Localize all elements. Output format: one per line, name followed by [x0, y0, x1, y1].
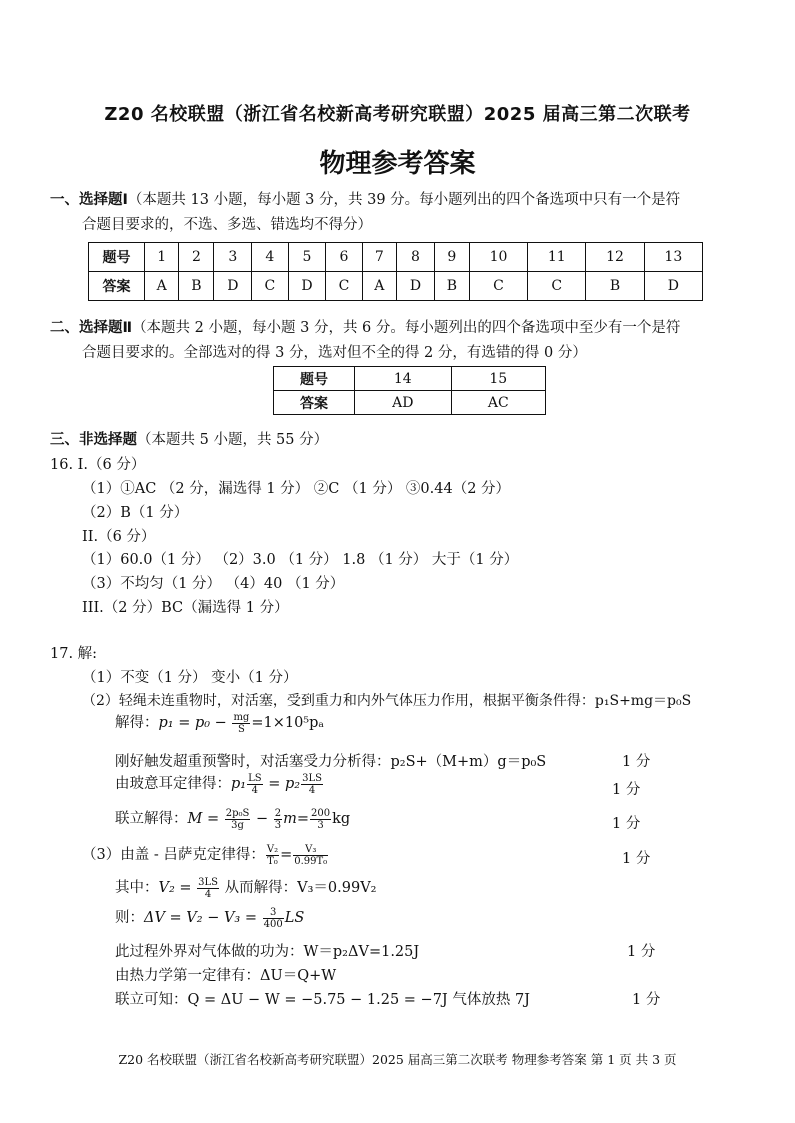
table-row-answers	[274, 391, 546, 415]
numerator: LS	[248, 772, 262, 784]
table-cell: 15	[451, 367, 545, 391]
row-header-answer: 答案	[274, 391, 355, 415]
table-cell: D	[214, 272, 252, 301]
q17-line13: 联立可知：Q = ΔU − W = −5.75 − 1.25 = −7J 气体放热 7J	[115, 992, 530, 1008]
table-row-answers	[89, 272, 703, 301]
q16-line2: （1）①AC （2 分，漏选得 1 分） ②C （1 分） ③0.44（2 分）	[82, 481, 511, 497]
section2-answer-table	[273, 366, 546, 415]
fraction	[274, 808, 282, 831]
table-cell: 10	[469, 243, 527, 272]
fraction	[293, 844, 328, 867]
text: 则：	[115, 910, 144, 926]
fraction	[247, 773, 263, 796]
section1-desc1: （本题共 13 小题，每小题 3 分，共 39 分。每小题列出的四个备选项中只有一个是符	[127, 192, 681, 208]
section1-answer-table	[88, 242, 703, 301]
fraction	[301, 773, 323, 796]
score: 1 分	[612, 782, 641, 798]
q16-line5: （1）60.0（1 分） （2）3.0 （1 分） 1.8 （1 分） 大于（1 分）	[82, 552, 519, 568]
table-row-numbers	[274, 367, 546, 391]
formula: =	[280, 847, 293, 863]
row-header-number: 题号	[89, 243, 145, 272]
denominator: 3	[274, 819, 282, 831]
q17-line2: （1）不变（1 分） 变小（1 分）	[82, 670, 298, 686]
table-cell: 6	[326, 243, 362, 272]
numerator: 200	[311, 807, 331, 819]
formula: LS	[284, 910, 305, 926]
q17-line12: 由热力学第一定律有：ΔU＝Q+W	[115, 968, 337, 984]
row-header-number: 题号	[274, 367, 355, 391]
table-cell: C	[469, 272, 527, 301]
text: 联立解得：	[115, 811, 188, 827]
table-cell: 12	[586, 243, 644, 272]
formula: −	[255, 811, 269, 827]
table-cell: D	[644, 272, 702, 301]
numerator: 2	[274, 807, 282, 819]
q16-line7: III.（2 分）BC（漏选得 1 分）	[82, 600, 289, 616]
table-cell: 7	[362, 243, 396, 272]
text: 解得：	[115, 715, 159, 731]
table-cell: 13	[644, 243, 702, 272]
numerator: mg	[233, 711, 250, 723]
text: 其中：	[115, 880, 159, 896]
formula: V₂ =	[158, 880, 192, 896]
numerator: 3	[263, 907, 284, 919]
section2-line1	[50, 316, 680, 337]
table-cell: 3	[214, 243, 252, 272]
denominator: 4	[204, 888, 212, 900]
q17-line10	[115, 906, 304, 930]
exam-header: Z20 名校联盟（浙江省名校新高考研究联盟）2025 届高三第二次联考	[104, 104, 691, 125]
numerator: 3LS	[198, 876, 219, 888]
section1-desc2: 合题目要求的，不选、多选、错选均不得分）	[82, 217, 372, 233]
table-cell: 9	[434, 243, 469, 272]
text: =1×10⁵pₐ	[251, 715, 324, 731]
q17-line11: 此过程外界对气体做的功为：W＝p₂ΔV=1.25J	[115, 944, 420, 960]
q17-line3: （2）轻绳未连重物时，对活塞，受到重力和内外气体压力作用，根据平衡条件得：p₁S+mg＝p₀S	[82, 693, 692, 709]
table-cell: A	[145, 272, 179, 301]
q17-line9	[115, 876, 376, 900]
table-cell: 14	[355, 367, 452, 391]
formula: M =	[187, 811, 220, 827]
score: 1 分	[627, 944, 656, 960]
text: 由玻意耳定律得：	[115, 776, 231, 792]
text: kg	[332, 811, 351, 827]
table-cell: D	[288, 272, 326, 301]
table-cell: B	[434, 272, 469, 301]
denominator: S	[237, 723, 245, 735]
q17-line1: 17. 解:	[50, 646, 98, 662]
numerator: 2p₀S	[225, 807, 250, 819]
table-cell: C	[252, 272, 288, 301]
table-row-numbers	[89, 243, 703, 272]
fraction	[266, 844, 279, 867]
table-cell: B	[586, 272, 644, 301]
denominator: 3	[317, 819, 324, 831]
q16-line3: （2）B（1 分）	[82, 505, 189, 521]
fraction	[263, 907, 284, 930]
text: 从而解得：V₃＝0.99V₂	[220, 880, 377, 896]
q17-line6	[115, 772, 324, 796]
numerator: V₃	[293, 844, 328, 856]
formula: = p₂	[268, 776, 301, 792]
table-cell: A	[362, 272, 396, 301]
denominator: 3g	[231, 819, 244, 831]
section3-line	[50, 428, 328, 449]
q17-line8	[82, 843, 329, 867]
q16-line1: 16. I.（6 分）	[50, 457, 146, 473]
section2-desc2: 合题目要求的。全部选对的得 3 分，选对但不全的得 2 分，有选错的得 0 分）	[82, 345, 587, 361]
q17-line4	[115, 711, 324, 735]
table-cell: 8	[397, 243, 435, 272]
score: 1 分	[632, 992, 661, 1008]
fraction	[310, 808, 331, 831]
numerator: V₂	[266, 843, 279, 855]
section2-label: 二、选择题Ⅱ	[50, 320, 133, 336]
table-cell: C	[326, 272, 362, 301]
table-cell: 5	[288, 243, 326, 272]
formula: p₁ = p₀ −	[158, 715, 227, 731]
formula: ΔV = V₂ − V₃ =	[144, 910, 258, 926]
score: 1 分	[622, 851, 651, 867]
score: 1 分	[622, 754, 651, 770]
table-cell: 11	[528, 243, 586, 272]
q16-line4: II.（6 分）	[82, 529, 156, 545]
fraction	[232, 712, 250, 735]
section1-line1	[50, 188, 680, 209]
table-cell: C	[528, 272, 586, 301]
q17-line5: 刚好触发超重预警时，对活塞受力分析得：p₂S+（M+m）g＝p₀S	[115, 754, 547, 770]
page-title: 物理参考答案	[319, 149, 476, 179]
section3-label: 三、非选择题	[50, 432, 137, 448]
section2-desc1: （本题共 2 小题，每小题 3 分，共 6 分。每小题列出的四个备选项中至少有一个是符	[132, 320, 681, 336]
table-cell: 4	[252, 243, 288, 272]
row-header-answer: 答案	[89, 272, 145, 301]
numerator: 3LS	[302, 772, 322, 784]
table-cell: 2	[179, 243, 214, 272]
q16-line6: （3）不均匀（1 分） （4）40 （1 分）	[82, 576, 345, 592]
denominator: 4	[251, 784, 259, 796]
denominator: 400	[263, 918, 283, 930]
text: （3）由盖 - 吕萨克定律得：	[82, 847, 265, 863]
formula: p₁	[231, 776, 247, 792]
table-cell: AC	[451, 391, 545, 415]
q17-line7	[115, 807, 350, 831]
table-cell: B	[179, 272, 214, 301]
denominator: 4	[308, 784, 316, 796]
section3-desc: （本题共 5 小题，共 55 分）	[137, 432, 329, 448]
table-cell: AD	[355, 391, 452, 415]
score: 1 分	[612, 816, 641, 832]
table-cell: D	[397, 272, 435, 301]
page-footer: Z20 名校联盟（浙江省名校新高考研究联盟）2025 届高三第二次联考 物理参考答案 第 1 页 共 3 页	[118, 1052, 677, 1067]
denominator: T₀	[267, 855, 278, 867]
fraction	[197, 877, 219, 900]
denominator: 0.99T₀	[294, 855, 328, 867]
formula: m=	[283, 811, 309, 827]
fraction	[225, 808, 251, 831]
table-cell: 1	[145, 243, 179, 272]
section1-label: 一、选择题Ⅰ	[50, 192, 128, 208]
